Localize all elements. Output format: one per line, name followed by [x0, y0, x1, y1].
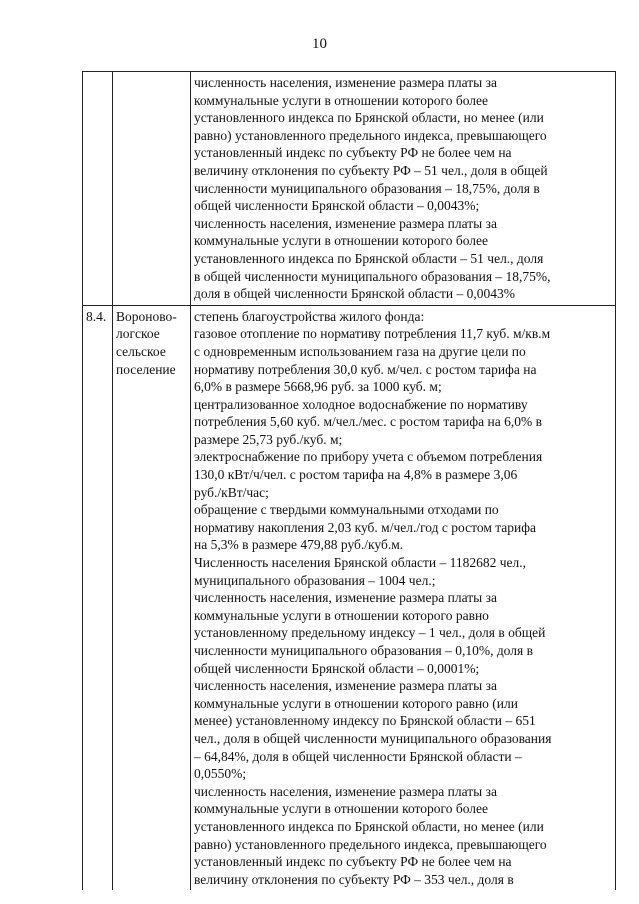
municipality-name-line: сельское [116, 343, 166, 359]
text-line: нормативу накопления 2,03 куб. м/чел./год с ростом тарифа [194, 519, 537, 535]
text-line: Численность населения Брянской области – 1182682 чел., [194, 555, 526, 571]
text-line: размере 25,73 руб./куб. м; [194, 431, 343, 447]
text-line: менее) установленному индексу по Брянской области – 651 [194, 713, 536, 729]
description-cell [191, 72, 616, 306]
text-line: установленный индекс по субъекту РФ не более чем на [194, 854, 512, 870]
text-line: численности муниципального образования – 18,75%, доля в [194, 180, 540, 196]
text-line: электроснабжение по прибору учета с объемом потребления [194, 449, 543, 465]
text-line: – 64,84%, доля в общей численности Брянской области – [194, 748, 522, 764]
text-line: коммунальные услуги в отношении которого равно [194, 607, 489, 623]
text-line: численность населения, изменение размера платы за [194, 590, 497, 606]
text-line: нормативу потребления 30,0 куб. м/чел. с ростом тарифа на [194, 361, 537, 377]
description-cell [191, 305, 616, 890]
text-line: коммунальные услуги в отношении которого более [194, 233, 488, 249]
text-line: 6,0% в размере 5668,96 руб. за 1000 куб. м; [194, 379, 442, 395]
text-line: потребления 5,60 куб. м/чел./мес. с ростом тарифа на 6,0% в [194, 414, 542, 430]
municipality-name-cell [113, 305, 191, 890]
text-line: 0,0550%; [194, 766, 247, 782]
text-line: в общей численности муниципального образования – 18,75%, [194, 268, 551, 284]
municipality-table [82, 71, 616, 890]
text-line: обращение с твердыми коммунальными отходами по [194, 502, 499, 518]
text-line: численность населения, изменение размера платы за [194, 75, 497, 90]
text-line: численность населения, изменение размера платы за [194, 783, 497, 799]
text-line: централизованное холодное водоснабжение по нормативу [194, 396, 528, 412]
row-number-cell: 8.4. [83, 305, 113, 890]
text-line: газовое отопление по нормативу потребления 11,7 куб. м/кв.м [194, 326, 551, 342]
text-line: на 5,3% в размере 479,88 руб./куб.м. [194, 537, 404, 553]
text-line: установленного индекса по Брянской области, но менее (или [194, 818, 544, 834]
text-line: численность населения, изменение размера платы за [194, 678, 497, 694]
municipality-name-line: логское [116, 326, 160, 342]
text-line: равно) установленного предельного индекса, превышающего [194, 836, 547, 852]
municipality-name-cell [113, 72, 191, 306]
text-line: коммунальные услуги в отношении которого более [194, 92, 488, 108]
municipality-name-line: Вороново- [116, 308, 177, 324]
text-line: коммунальные услуги в отношении которого равно (или [194, 695, 518, 711]
text-line: установленного индекса по Брянской области – 51 чел., доля [194, 250, 544, 266]
text-line: численности муниципального образования – 0,10%, доля в [194, 643, 533, 658]
text-line: с одновременным использованием газа на другие цели по [194, 343, 526, 359]
text-line: чел., доля в общей численности муниципального образования [194, 730, 552, 746]
text-line: установленный индекс по субъекту РФ не более чем на [194, 145, 512, 161]
row-number-cell [83, 72, 113, 306]
text-line: установленному предельному индексу – 1 чел., доля в общей [194, 625, 546, 641]
text-line: общей численности Брянской области – 0,0043%; [194, 198, 480, 214]
text-line: руб./кВт/час; [194, 484, 269, 500]
text-line: равно) установленного предельного индекса, превышающего [194, 127, 547, 143]
municipality-name-line: поселение [116, 361, 176, 377]
text-line: 130,0 кВт/ч/чел. с ростом тарифа на 4,8% в размере 3,06 [194, 467, 518, 483]
table-row [83, 305, 616, 890]
text-line: численность населения, изменение размера платы за [194, 215, 497, 231]
table-row [83, 72, 616, 306]
text-line: степень благоустройства жилого фонда: [194, 308, 425, 324]
text-line: общей численности Брянской области – 0,0001%; [194, 660, 480, 676]
text-line: величину отклонения по субъекту РФ – 353 чел., доля в [194, 871, 514, 887]
text-line: коммунальные услуги в отношении которого более [194, 801, 488, 817]
text-line: установленного индекса по Брянской области, но менее (или [194, 110, 544, 126]
text-line: доля в общей численности Брянской области – 0,0043% [194, 286, 516, 302]
page-number: 10 [312, 36, 327, 52]
text-line: муниципального образования – 1004 чел.; [194, 572, 436, 588]
text-line: величину отклонения по субъекту РФ – 51 чел., доля в общей [194, 162, 548, 178]
